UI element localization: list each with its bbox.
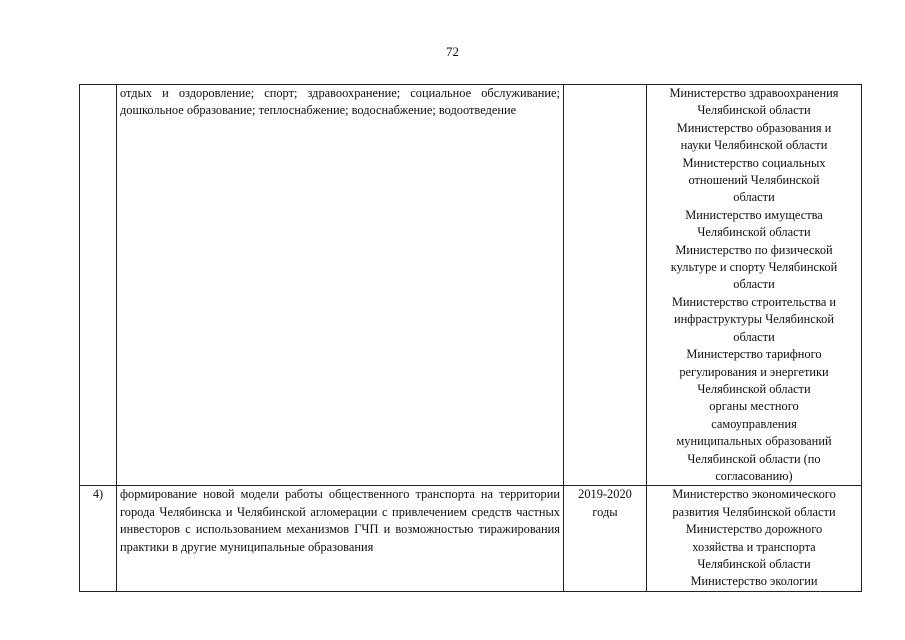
responsible-line: согласованию) (715, 468, 793, 483)
table-row (80, 486, 862, 591)
responsible-line: науки Челябинской области (680, 138, 828, 153)
responsible-line: культуре и спорту Челябинской (670, 260, 838, 275)
implementation-period-cell (564, 85, 647, 486)
responsible-line: Министерство строительства и (671, 294, 837, 309)
responsible-line: органы местного (709, 399, 799, 414)
responsible-line: Министерство здравоохранения (669, 86, 839, 100)
responsible-line: Министерство образования и (676, 120, 832, 135)
responsible-line: Челябинской области (697, 225, 811, 240)
responsible-line: инфраструктуры Челябинской (674, 312, 834, 327)
responsible-line: самоуправления (711, 416, 797, 431)
responsible-executors-cell (647, 85, 862, 486)
responsible-line: Министерство социальных (682, 155, 826, 170)
responsible-line: области (733, 329, 775, 344)
responsible-line: Министерство по физической (675, 242, 833, 257)
measure-description-cell: отдых и оздоровление; спорт; здравоохранение; социальное обслуживание; дошкольное образование; теплоснабжение; водоснабжение; водоотведение (117, 85, 564, 486)
responsible-line: Министерство дорожного (685, 522, 823, 537)
responsible-line: регулирования и энергетики (679, 364, 829, 379)
responsible-line: муниципальных образований (676, 434, 832, 449)
responsible-line: Министерство имущества (685, 207, 823, 222)
responsible-line: Челябинской области (697, 381, 811, 396)
implementation-period-cell: 2019-2020 годы (564, 486, 647, 591)
row-number-cell: 4) (80, 486, 117, 591)
responsible-line: области (733, 277, 775, 292)
responsible-line: Челябинской области (697, 556, 811, 571)
responsible-line: области (733, 190, 775, 205)
responsible-line: Министерство экологии (690, 574, 818, 589)
measures-table (79, 84, 862, 592)
responsible-line: отношений Челябинской (688, 173, 820, 188)
measure-description-cell: формирование новой модели работы общественного транспорта на территории города Челябинска и Челябинской агломерации с привлечением средств частных инвесторов с использованием механизмов ГЧП и возможностью тиражирования практики в другие муниципальные образования (117, 486, 564, 591)
table-row (80, 85, 862, 486)
responsible-line: Челябинской области (697, 103, 811, 118)
responsible-line: развития Челябинской области (672, 504, 836, 519)
row-number-cell (80, 85, 117, 486)
responsible-executors-cell (647, 486, 862, 591)
responsible-line: Министерство экономического (672, 487, 836, 502)
responsible-line: хозяйства и транспорта (692, 539, 816, 554)
responsible-line: Челябинской области (по (687, 451, 821, 466)
responsible-line: Министерство тарифного (686, 347, 822, 362)
page-number: 72 (446, 44, 459, 59)
